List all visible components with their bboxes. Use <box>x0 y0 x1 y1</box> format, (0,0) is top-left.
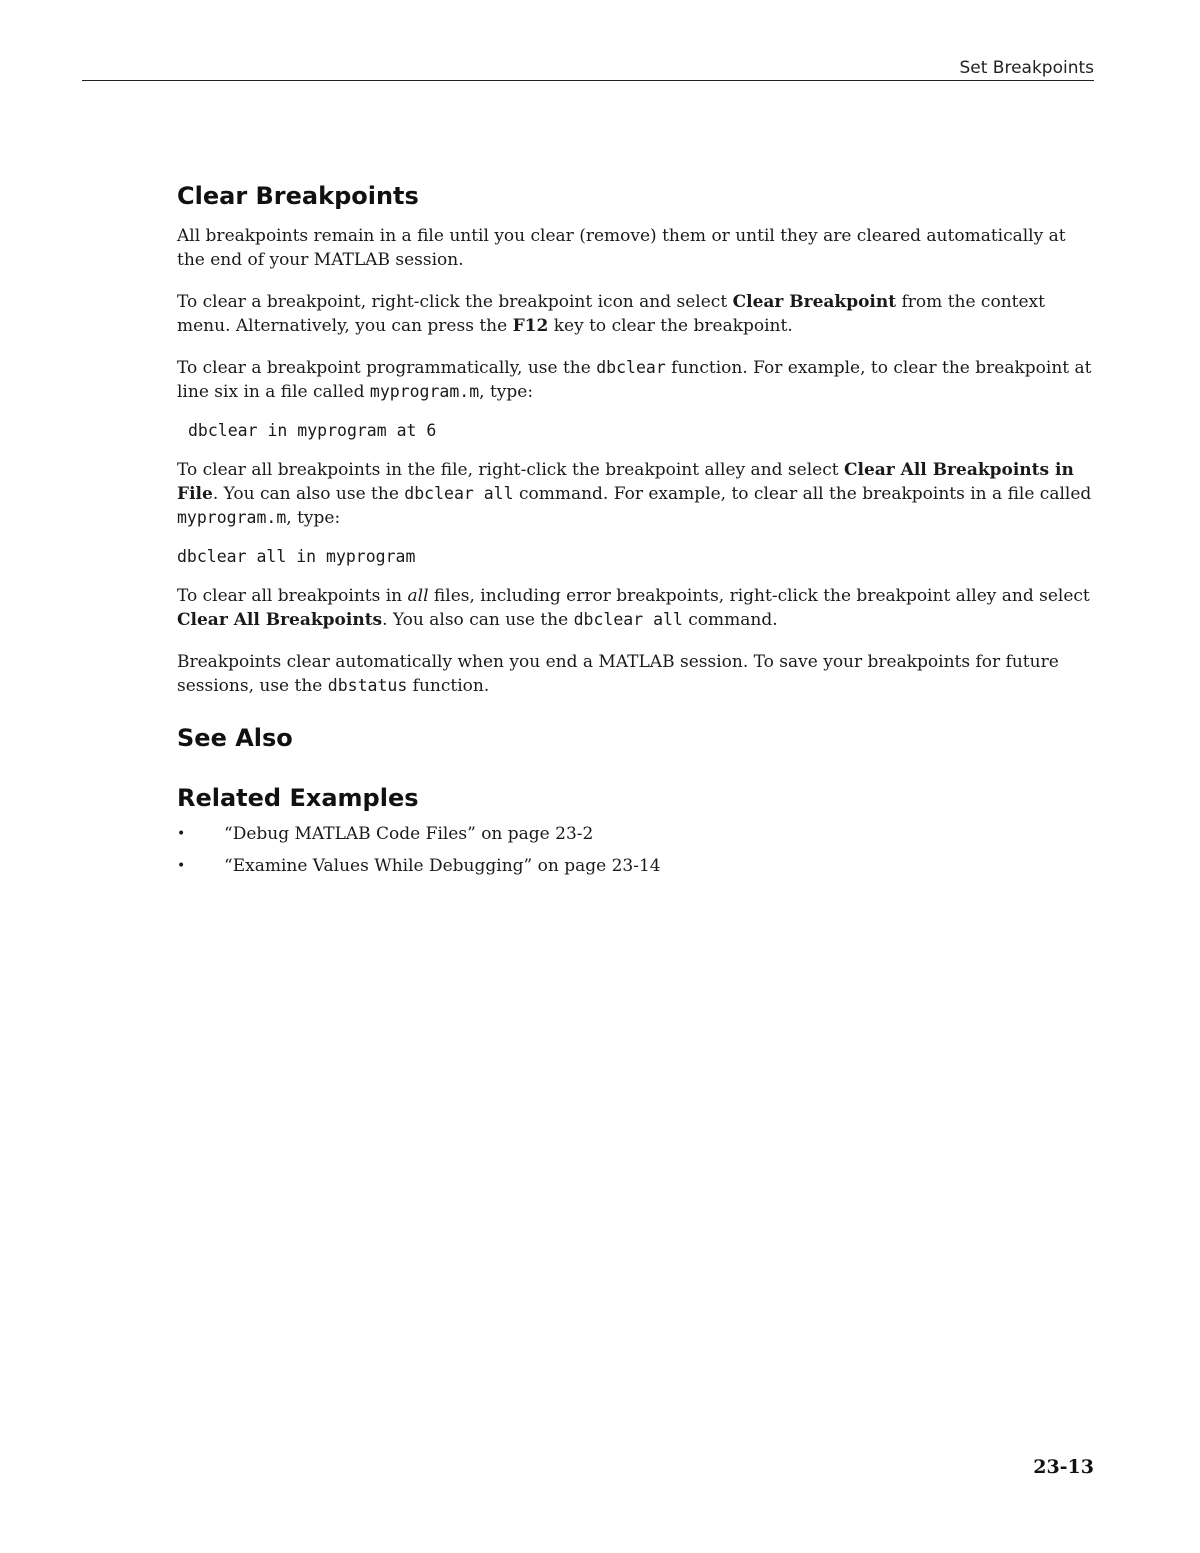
text-run: function. For example, to clear the breakpoint at line six in a file called <box>177 358 1092 402</box>
paragraph-programmatic <box>177 356 1097 404</box>
text-run: . You can also use the <box>212 484 405 504</box>
text-run: To clear all breakpoints in <box>177 586 408 606</box>
related-example-item[interactable] <box>177 850 1097 882</box>
text-run: command. For example, to clear all the breakpoints in a file called <box>513 484 1092 504</box>
inline-code: dbclear <box>596 358 666 377</box>
inline-code: dbclear all <box>404 484 514 503</box>
text-run: key to clear the breakpoint. <box>548 316 793 336</box>
menu-item-reference: Clear All Breakpoints <box>177 610 383 630</box>
bullet-icon: • <box>177 826 186 842</box>
page-number: 23-13 <box>1033 1456 1094 1478</box>
text-run: , type: <box>286 508 341 528</box>
see-also-heading: See Also <box>177 724 293 752</box>
running-header <box>82 56 1094 81</box>
text-run: To clear a breakpoint, right-click the breakpoint icon and select <box>177 292 733 312</box>
related-examples-list <box>177 818 1097 882</box>
paragraph-clear-file <box>177 458 1097 530</box>
inline-code: myprogram.m <box>369 382 480 401</box>
paragraph-intro: All breakpoints remain in a file until you clear (remove) them or until they are cleared automatically at the end of your MATLAB session. <box>177 226 1066 270</box>
text-run: . You also can use the <box>382 610 574 630</box>
related-examples-heading: Related Examples <box>177 784 419 812</box>
related-example-link[interactable]: “Examine Values While Debugging” on page 23-14 <box>224 856 661 876</box>
related-example-item[interactable] <box>177 818 1097 850</box>
text-run: To clear all breakpoints in the file, right-click the breakpoint alley and select <box>177 460 844 480</box>
emphasis: all <box>407 586 429 606</box>
text-run: , type: <box>479 382 534 402</box>
paragraph-context-menu <box>177 290 1097 338</box>
key-reference: F12 <box>512 316 549 336</box>
paragraph-automatic <box>177 650 1097 698</box>
text-run: files, including error breakpoints, right-click the breakpoint alley and select <box>428 586 1090 606</box>
running-header-title: Set Breakpoints <box>959 58 1094 78</box>
text-run: command. <box>682 610 778 630</box>
text-run: from the context menu. Alternatively, you can press the <box>177 292 1045 336</box>
text-run: To clear a breakpoint programmatically, use the <box>177 358 597 378</box>
paragraph-clear-all <box>177 584 1097 632</box>
text-run: function. <box>407 676 490 696</box>
inline-code: dbstatus <box>327 676 408 695</box>
section-heading: Clear Breakpoints <box>177 182 419 210</box>
inline-code: myprogram.m <box>177 508 287 527</box>
inline-code: dbclear all <box>573 610 683 629</box>
bullet-icon: • <box>177 858 186 874</box>
code-example-2: dbclear all in myprogram <box>177 547 416 566</box>
related-example-link[interactable]: “Debug MATLAB Code Files” on page 23-2 <box>224 824 594 844</box>
text-run: Breakpoints clear automatically when you end a MATLAB session. To save your breakpoints for future sessions, use the <box>177 652 1059 696</box>
code-example-1: dbclear in myprogram at 6 <box>188 421 437 440</box>
page-content <box>177 178 1097 882</box>
menu-item-reference: Clear Breakpoint <box>732 292 897 312</box>
menu-item-reference: Clear All Breakpoints in File <box>177 460 1074 504</box>
